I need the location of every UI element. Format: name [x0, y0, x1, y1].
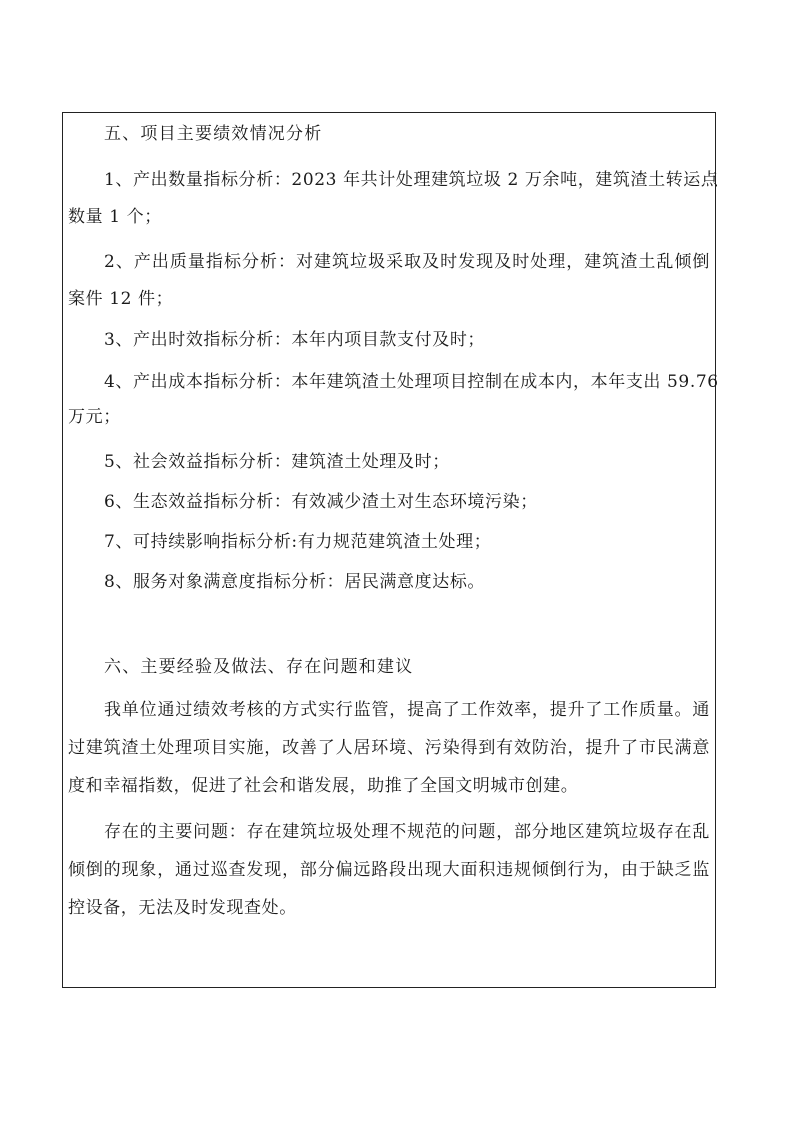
item1-line2: 数量 1 个；	[68, 207, 162, 227]
item1-line1: 1、产出数量指标分析：2023 年共计处理建筑垃圾 2 万余吨，建筑渣土转运点	[104, 170, 719, 190]
section5-heading: 五、项目主要绩效情况分析	[104, 124, 323, 144]
para2-line3: 控设备，无法及时发现查处。	[68, 898, 297, 918]
para1-line3: 度和幸福指数，促进了社会和谐发展，助推了全国文明城市创建。	[68, 776, 579, 796]
item2-line2: 案件 12 件；	[68, 289, 174, 309]
item5: 5、社会效益指标分析：建筑渣土处理及时；	[104, 452, 450, 472]
para1-line2: 过建筑渣土处理项目实施，改善了人居环境、污染得到有效防治，提升了市民满意	[68, 738, 710, 758]
para1-line1: 我单位通过绩效考核的方式实行监管，提高了工作效率，提升了工作质量。通	[104, 700, 710, 720]
item4-line1: 4、产出成本指标分析：本年建筑渣土处理项目控制在成本内，本年支出 59.76	[104, 372, 719, 392]
item6: 6、生态效益指标分析：有效减少渣土对生态环境污染；	[104, 492, 538, 512]
item7: 7、可持续影响指标分析:有力规范建筑渣土处理；	[104, 532, 492, 552]
item4-line2: 万元；	[68, 407, 121, 427]
item8: 8、服务对象满意度指标分析：居民满意度达标。	[104, 572, 486, 592]
para2-line1: 存在的主要问题：存在建筑垃圾处理不规范的问题，部分地区建筑垃圾存在乱	[104, 822, 710, 842]
section6-heading: 六、主要经验及做法、存在问题和建议	[104, 657, 414, 677]
para2-line2: 倾倒的现象，通过巡查发现，部分偏远路段出现大面积违规倾倒行为，由于缺乏监	[68, 860, 710, 880]
item2-line1: 2、产出质量指标分析：对建筑垃圾采取及时发现及时处理，建筑渣土乱倾倒	[104, 252, 710, 272]
item3: 3、产出时效指标分析：本年内项目款支付及时；	[104, 330, 486, 350]
